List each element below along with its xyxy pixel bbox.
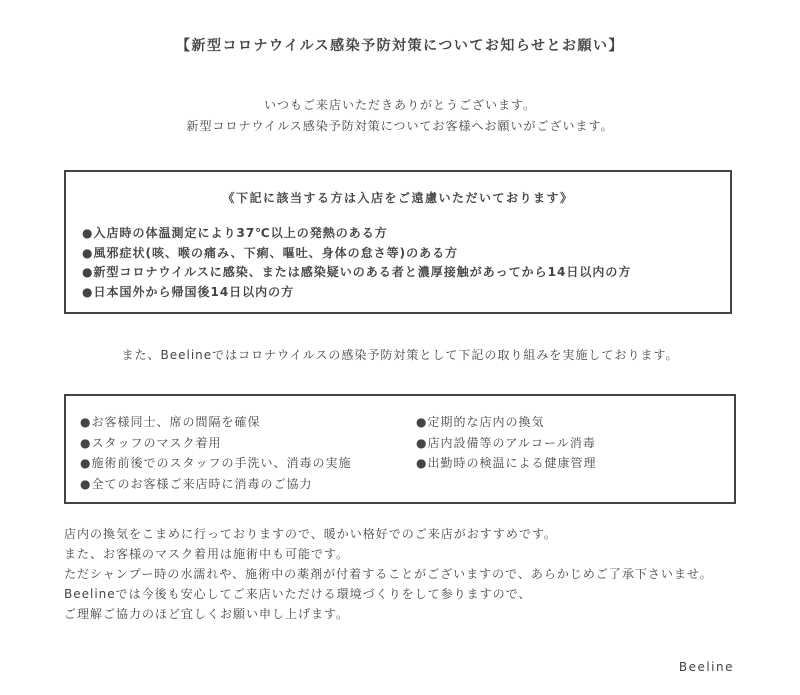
measures-box (64, 394, 736, 504)
list-item: ●定期的な店内の換気 (416, 415, 545, 429)
intro-line: いつもご来店いただきありがとうございます。 (263, 98, 537, 112)
entry-restriction-heading: 《下記に該当する方は入店をご遠慮いただいております》 (222, 191, 574, 205)
list-item: ●スタッフのマスク着用 (80, 435, 222, 450)
closing-text (64, 524, 713, 624)
closing-line: ご理解ご協力のほど宜しくお願い申し上げます。 (64, 607, 350, 621)
list-item: ●新型コロナウイルスに感染、または感染疑いのある者と濃厚接触があってから14日以内の方 (82, 265, 632, 279)
page-title: 【新型コロナウイルス感染予防対策についてお知らせとお願い】 (176, 38, 624, 54)
list-item: ●出勤時の検温による健康管理 (416, 456, 597, 470)
measures-list-right (416, 412, 596, 474)
list-item: ●店内設備等のアルコール消毒 (416, 435, 596, 450)
closing-line: 店内の換気をこまめに行っておりますので、暖かい格好でのご来店がおすすめです。 (64, 527, 557, 541)
list-item: ●風邪症状(咳、喉の痛み、下痢、嘔吐、身体の怠さ等)のある方 (82, 245, 459, 260)
entry-restriction-list (82, 224, 631, 302)
signature: Beeline (678, 660, 734, 674)
measures-list-left (80, 412, 351, 494)
list-item: ●入店時の体温測定により37℃以上の発熱のある方 (82, 226, 388, 240)
measures-intro: また、Beelineではコロナウイルスの感染予防対策として下記の取り組みを実施しております。 (121, 348, 679, 362)
closing-line: また、お客様のマスク着用は施術中も可能です。 (64, 547, 350, 561)
list-item: ●日本国外から帰国後14日以内の方 (82, 284, 295, 299)
list-item: ●施術前後でのスタッフの手洗い、消毒の実施 (80, 456, 352, 470)
closing-line: ただシャンプー時の水濡れや、施術中の薬剤が付着することがございますので、あらかじめご了承下さいませ。 (64, 567, 713, 581)
entry-restriction-box (64, 170, 732, 314)
list-item: ●お客様同士、席の間隔を確保 (80, 415, 261, 429)
list-item: ●全てのお客様ご来店時に消毒のご協力 (80, 476, 313, 491)
closing-line: Beelineでは今後も安心してご来店いただける環境づくりをして参りますので、 (64, 587, 532, 601)
intro-line: 新型コロナウイルス感染予防対策についてお客様へお願いがございます。 (186, 119, 614, 133)
intro-text (0, 95, 800, 137)
